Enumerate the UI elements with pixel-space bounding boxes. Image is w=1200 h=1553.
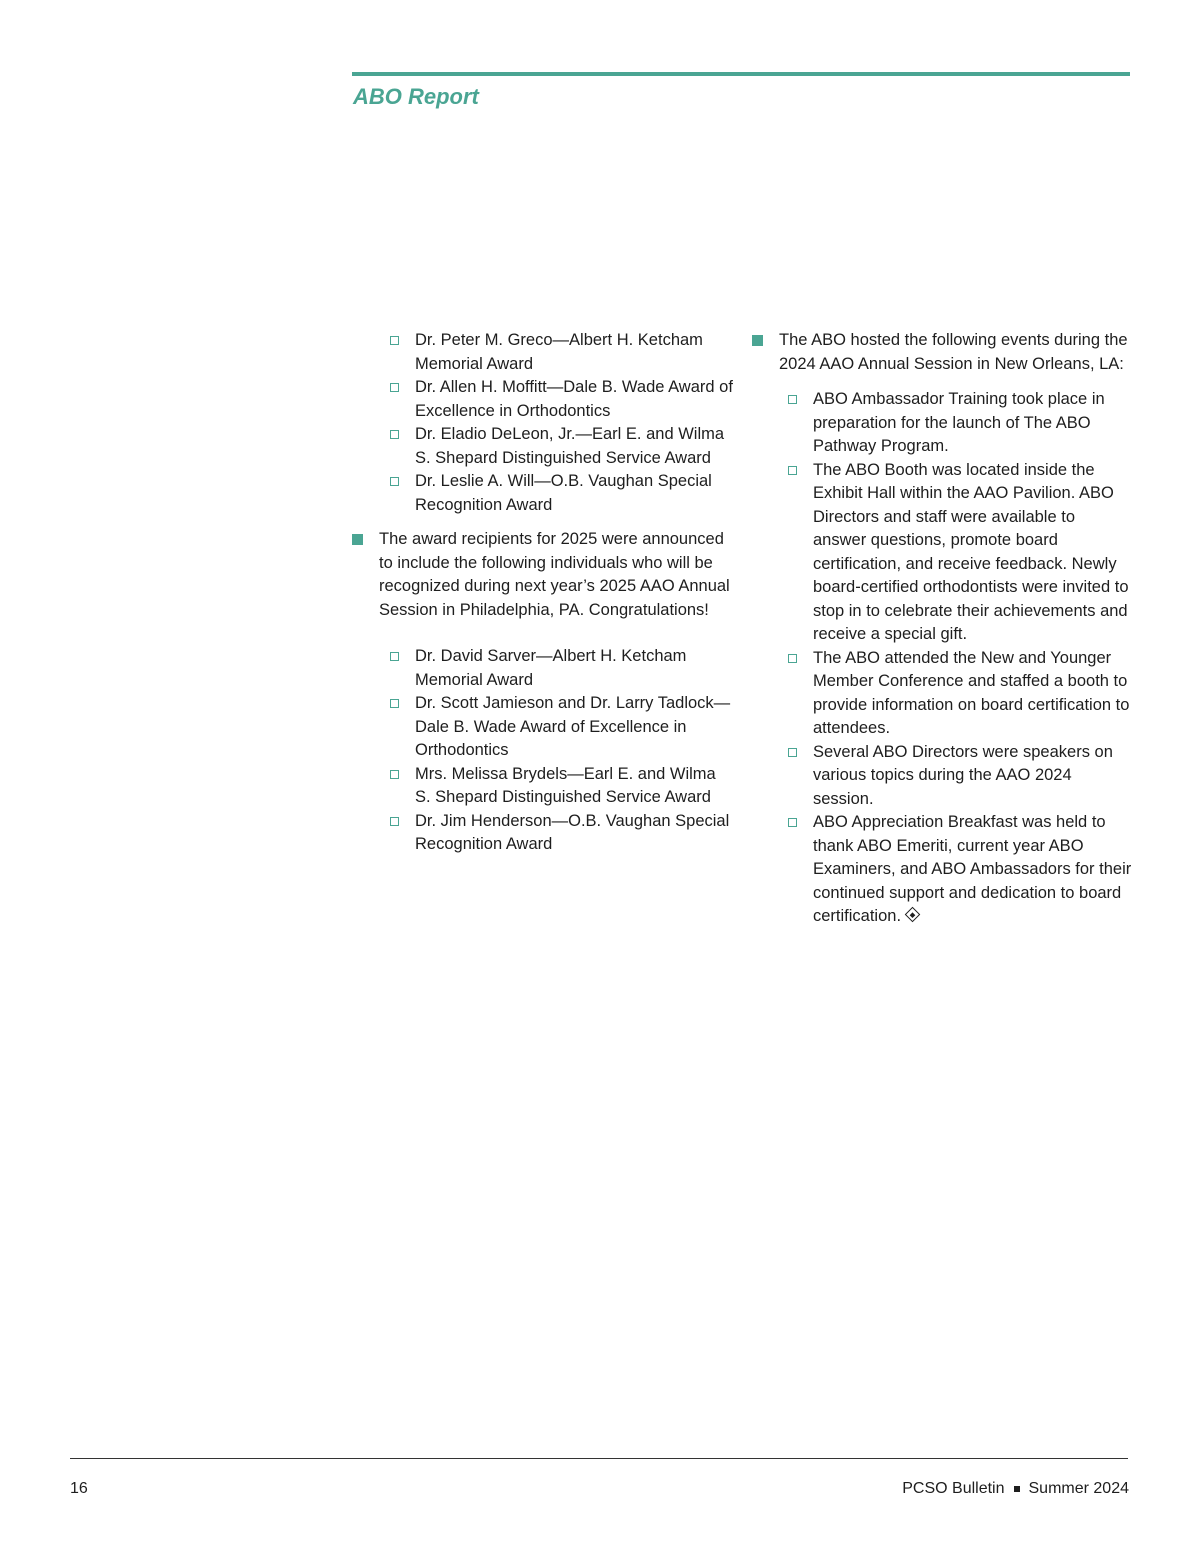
footer-publication <box>902 1480 1129 1498</box>
event-item <box>788 811 1132 929</box>
event-item: Several ABO Directors were speakers on various topics during the AAO 2024 session. <box>788 741 1132 812</box>
footer-rule <box>70 1458 1128 1459</box>
award-item: Mrs. Melissa Brydels—Earl E. and Wilma S. Shepard Distinguished Service Award <box>390 763 734 810</box>
page-number: 16 <box>70 1480 88 1497</box>
event-text: ABO Appreciation Breakfast was held to thank ABO Emeriti, current year ABO Examiners, and ABO Ambassadors for their continued support and dedication to board certification. <box>813 813 1132 925</box>
section-title: ABO Report <box>353 84 479 109</box>
right-column <box>752 329 1132 929</box>
award-item: Dr. Scott Jamieson and Dr. Larry Tadlock—Dale B. Wade Award of Excellence in Orthodontics <box>390 692 734 763</box>
events-intro-paragraph <box>752 329 1132 376</box>
award-item: Dr. Eladio DeLeon, Jr.—Earl E. and Wilma S. Shepard Distinguished Service Award <box>390 423 734 470</box>
left-column <box>352 329 734 857</box>
events-intro-text: The ABO hosted the following events during the 2024 AAO Annual Session in New Orleans, LA: <box>779 331 1128 373</box>
award-item: Dr. Leslie A. Will—O.B. Vaughan Special Recognition Award <box>390 470 734 517</box>
event-item: ABO Ambassador Training took place in preparation for the launch of The ABO Pathway Program. <box>788 388 1132 459</box>
publication-name: PCSO Bulletin <box>902 1480 1005 1497</box>
awards-2024-list <box>352 329 734 517</box>
announcement-paragraph <box>352 528 734 622</box>
issue-name: Summer 2024 <box>1028 1480 1129 1497</box>
diamond-end-mark-icon <box>905 907 921 923</box>
spacer <box>352 517 734 528</box>
spacer <box>352 622 734 645</box>
event-item: The ABO Booth was located inside the Exhibit Hall within the AAO Pavilion. ABO Directors and staff were available to answer questions, promote board certification, and receive feedback. Newly board-certified orthodontists were invited to stop in to celebrate their achievements and receive a special gift. <box>788 459 1132 647</box>
announcement-text: The award recipients for 2025 were announced to include the following individuals who will be recognized during next year’s 2025 AAO Annual Session in Philadelphia, PA. Congratulations! <box>379 530 730 619</box>
events-list <box>752 388 1132 929</box>
event-item: The ABO attended the New and Younger Member Conference and staffed a booth to provide information on board certification to attendees. <box>788 647 1132 741</box>
award-item: Dr. David Sarver—Albert H. Ketcham Memorial Award <box>390 645 734 692</box>
award-item: Dr. Peter M. Greco—Albert H. Ketcham Memorial Award <box>390 329 734 376</box>
awards-2025-list <box>352 645 734 857</box>
header-rule <box>352 72 1130 76</box>
award-item: Dr. Allen H. Moffitt—Dale B. Wade Award of Excellence in Orthodontics <box>390 376 734 423</box>
square-separator-icon <box>1014 1486 1020 1492</box>
award-item: Dr. Jim Henderson—O.B. Vaughan Special Recognition Award <box>390 810 734 857</box>
